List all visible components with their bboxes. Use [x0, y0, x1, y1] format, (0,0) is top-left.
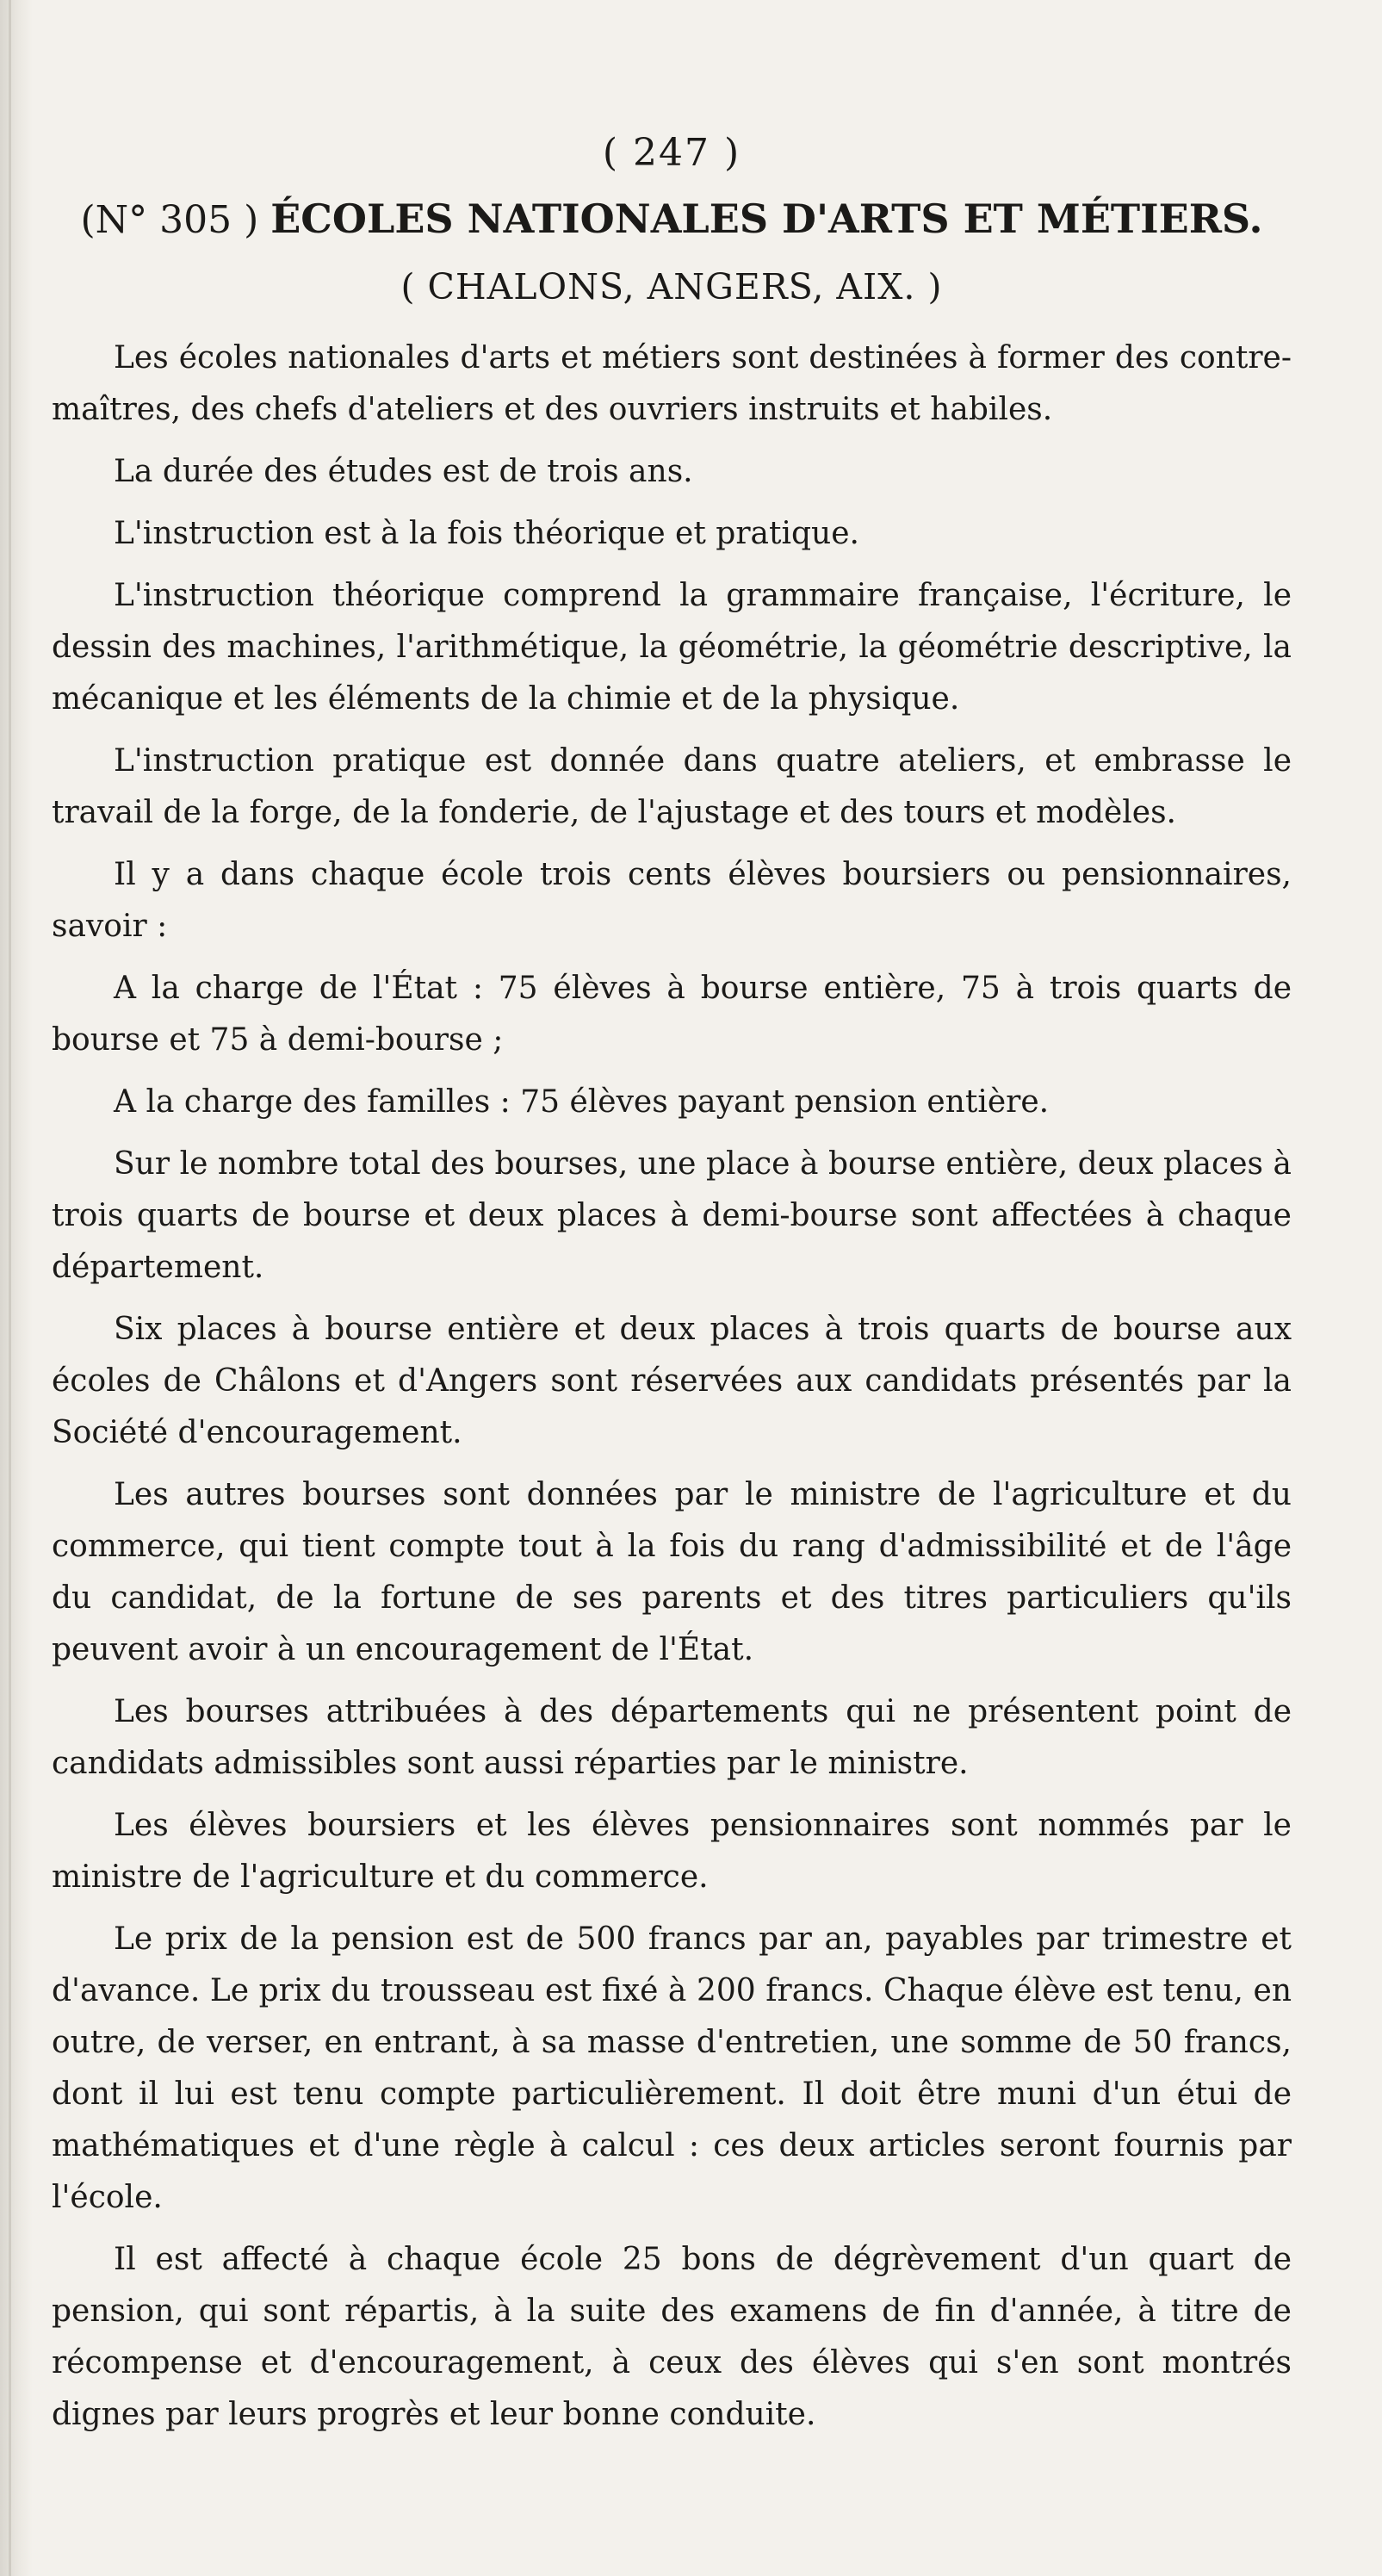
paragraph: Il est affecté à chaque école 25 bons de dégrèvement d'un quart de pension, qui sont répartis, à la suite des examens de fin d'année, à titre de récompense et d'encouragement, à ceux des élèves qui s'en sont montrés dignes par leurs progrès et leur bonne conduite. [52, 2242, 1292, 2432]
paragraph: L'instruction pratique est donnée dans quatre ateliers, et embrasse le travail de la forge, de la fonderie, de l'ajustage et des tours et modèles. [52, 743, 1292, 830]
section-subtitle: ( CHALONS, ANGERS, AIX. ) [400, 266, 943, 307]
binding-edge [9, 0, 11, 2576]
paragraph: Sur le nombre total des bourses, une place à bourse entière, deux places à trois quarts de bourse et deux places à demi-bourse sont affectées à chaque département. [52, 1146, 1292, 1285]
paragraph: Il y a dans chaque école trois cents élèves boursiers ou pensionnaires, savoir : [52, 857, 1292, 944]
paragraph: A la charge des familles : 75 élèves payant pension entière. [114, 1084, 1050, 1120]
section-title [52, 193, 1292, 246]
paragraph: L'instruction est à la fois théorique et pratique. [114, 516, 859, 551]
paragraph: Les élèves boursiers et les élèves pensionnaires sont nommés par le ministre de l'agriculture et du commerce. [52, 1808, 1292, 1895]
paragraph: La durée des études est de trois ans. [114, 454, 693, 489]
page-gutter-shadow [0, 0, 33, 2576]
body-text [52, 332, 1292, 2441]
paragraph: Les bourses attribuées à des départements qui ne présentent point de candidats admissibles sont aussi réparties par le ministre. [52, 1694, 1292, 1781]
paragraph: Les autres bourses sont données par le ministre de l'agriculture et du commerce, qui tient compte tout à la fois du rang d'admissibilité et de l'âge du candidat, de la fortune de ses parents et des titres particuliers qu'ils peuvent avoir à un encouragement de l'État. [52, 1477, 1292, 1667]
paragraph: Six places à bourse entière et deux places à trois quarts de bourse aux écoles de Châlons et d'Angers sont réservées aux candidats présentés par la Société d'encouragement. [52, 1312, 1292, 1450]
document-page [52, 129, 1292, 2451]
paragraph: L'instruction théorique comprend la grammaire française, l'écriture, le dessin des machines, l'arithmétique, la géométrie, la géométrie descriptive, la mécanique et les éléments de la chimie et de la physique. [52, 578, 1292, 717]
paragraph: Le prix de la pension est de 500 francs par an, payables par trimestre et d'avance. Le prix du trousseau est fixé à 200 francs. Chaque élève est tenu, en outre, de verser, en entrant, à sa masse d'entretien, une somme de 50 francs, dont il lui est tenu compte particulièrement. Il doit être muni d'un étui de mathématiques et d'une règle à calcul : ces deux articles seront fournis par l'école. [52, 1921, 1292, 2215]
page-number: ( 247 ) [602, 131, 741, 175]
section-number: (N° 305 ) [80, 198, 259, 242]
section-title-text: ÉCOLES NATIONALES D'ARTS ET MÉTIERS. [270, 196, 1263, 242]
paragraph: A la charge de l'État : 75 élèves à bourse entière, 75 à trois quarts de bourse et 75 à demi-bourse ; [52, 971, 1292, 1058]
paragraph: Les écoles nationales d'arts et métiers sont destinées à former des contre-maîtres, des chefs d'ateliers et des ouvriers instruits et habiles. [52, 340, 1292, 427]
